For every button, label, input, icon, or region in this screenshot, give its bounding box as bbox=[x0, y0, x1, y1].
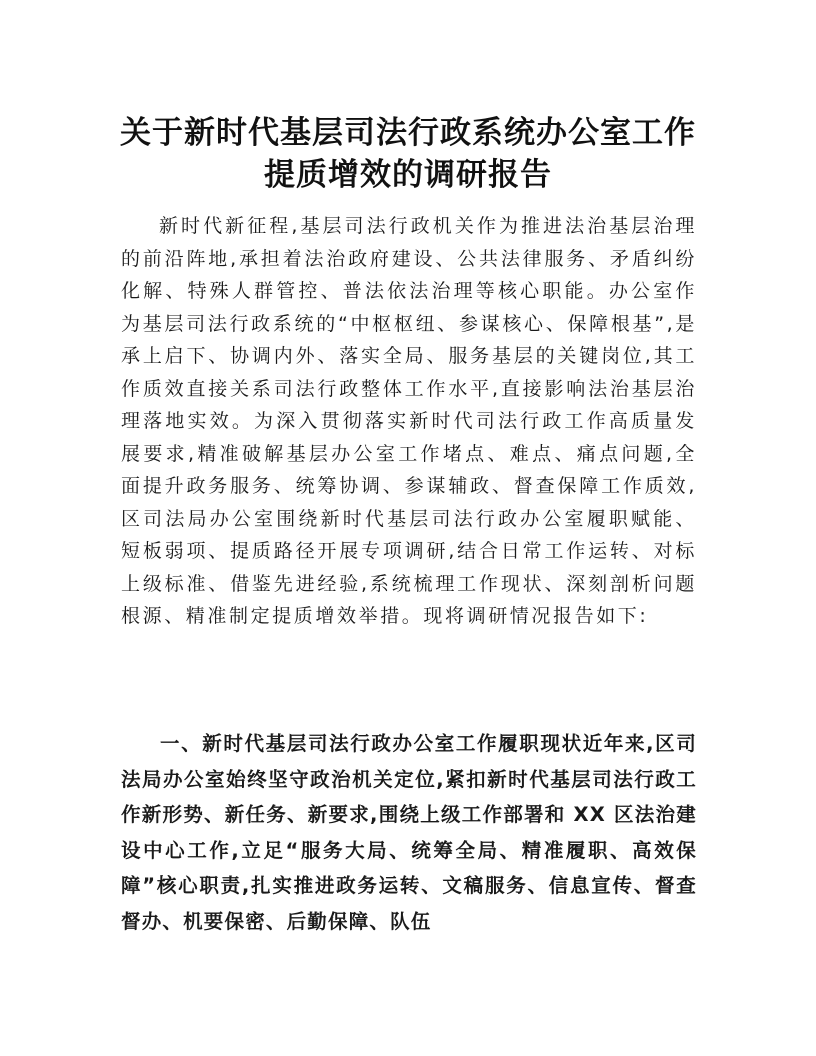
section-one-paragraph: 一、新时代基层司法行政办公室工作履职现状近年来,区司法局办公室始终坚守政治机关定位,紧扣新时代基层司法行政工作新形势、新任务、新要求,围绕上级工作部署和 XX 区法治建设中心工作,立足“服务大局、统筹全局、精准履职、高效保障”核心职责,扎实推进政务运转、文稿服务、信息宣传、督查督办、机要保密、后勤保障、队伍 bbox=[121, 732, 697, 933]
intro-paragraph: 新时代新征程,基层司法行政机关作为推进法治基层治理的前沿阵地,承担着法治政府建设、公共法律服务、矛盾纠纷化解、特殊人群管控、普法依法治理等核心职能。办公室作为基层司法行政系统的“中枢枢纽、参谋核心、保障根基”,是承上启下、协调内外、落实全局、服务基层的关键岗位,其工作质效直接关系司法行政整体工作水平,直接影响法治基层治理落地实效。为深入贯彻落实新时代司法行政工作高质量发展要求,精准破解基层办公室工作堵点、难点、痛点问题,全面提升政务服务、统筹协调、参谋辅政、督查保障工作质效,区司法局办公室围绕新时代基层司法行政办公室履职赋能、短板弱项、提质路径开展专项调研,结合日常工作运转、对标上级标准、借鉴先进经验,系统梳理工作现状、深刻剖析问题根源、精准制定提质增效举措。现将调研情况报告如下: bbox=[121, 215, 697, 627]
document-title: 关于新时代基层司法行政系统办公室工作提质增效的调研报告 bbox=[120, 115, 696, 193]
